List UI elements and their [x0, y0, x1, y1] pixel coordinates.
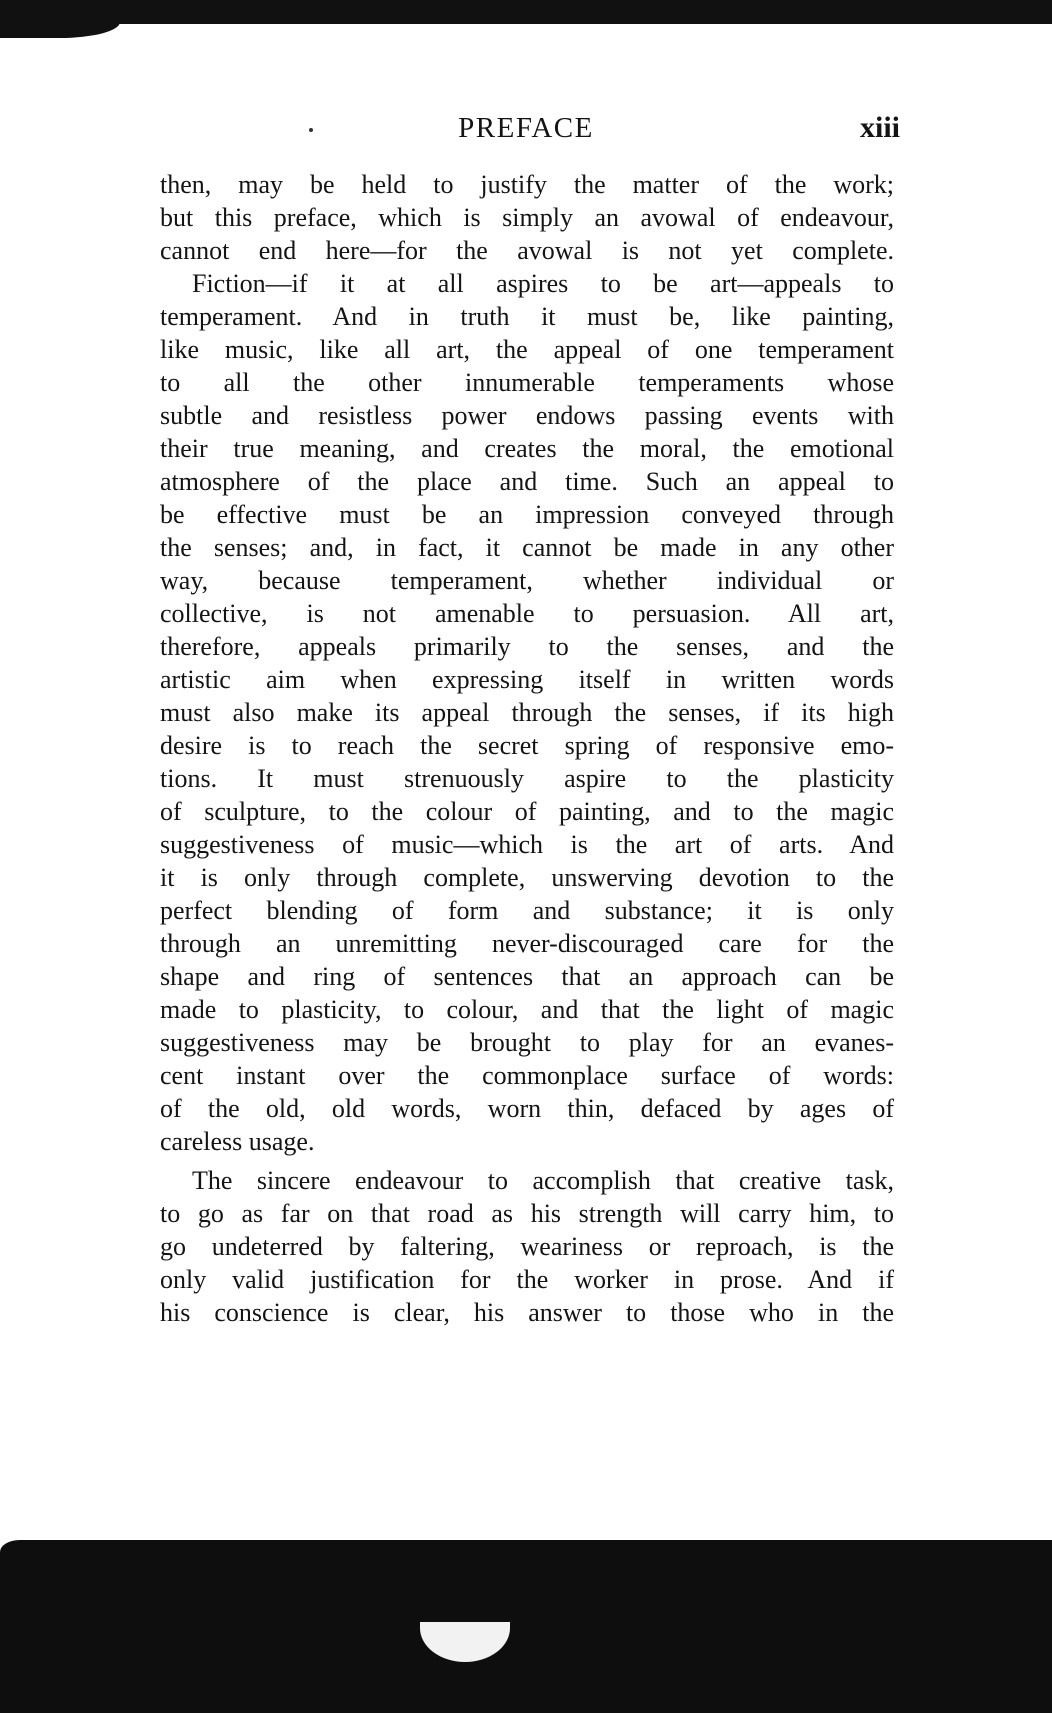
text-line: through an unremitting never-discouraged care for the	[160, 929, 894, 958]
text-line: to all the other innumerable temperaments whose	[160, 368, 894, 397]
text-line: to go as far on that road as his strength will carry him, to	[160, 1199, 894, 1228]
top-shadow-band	[0, 0, 1052, 24]
text-line: tions. It must strenuously aspire to the plasticity	[160, 764, 894, 793]
text-line: then, may be held to justify the matter of the work;	[160, 170, 894, 199]
text-line: way, because temperament, whether individual or	[160, 566, 894, 595]
text-line: be effective must be an impression conveyed through	[160, 500, 894, 529]
text-line: The sincere endeavour to accomplish that creative task,	[192, 1166, 894, 1195]
text-line: Fiction—if it at all aspires to be art—appeals to	[192, 269, 894, 298]
text-line: go undeterred by faltering, weariness or reproach, is the	[160, 1232, 894, 1261]
text-line: subtle and resistless power endows passing events with	[160, 401, 894, 430]
text-line: the senses; and, in fact, it cannot be made in any other	[160, 533, 894, 562]
page-bottom-scan-shadow	[0, 1528, 1052, 1713]
page-header	[0, 110, 1052, 150]
text-line: suggestiveness of music—which is the art of arts. And	[160, 830, 894, 859]
text-line: of sculpture, to the colour of painting, and to the magic	[160, 797, 894, 826]
text-line: but this preface, which is simply an avowal of endeavour,	[160, 203, 894, 232]
text-line: cannot end here—for the avowal is not yet complete.	[160, 236, 894, 265]
text-line: cent instant over the commonplace surface of words:	[160, 1061, 894, 1090]
text-line: desire is to reach the secret spring of responsive emo-	[160, 731, 894, 760]
text-line: artistic aim when expressing itself in written words	[160, 665, 894, 694]
bottom-shadow-band	[0, 1540, 1052, 1713]
text-line: made to plasticity, to colour, and that the light of magic	[160, 995, 894, 1024]
text-line: his conscience is clear, his answer to those who in the	[160, 1298, 894, 1327]
text-line: their true meaning, and creates the moral, the emotional	[160, 434, 894, 463]
body-text	[160, 168, 894, 1329]
text-line: it is only through complete, unswerving devotion to the	[160, 863, 894, 892]
text-line: must also make its appeal through the senses, if its high	[160, 698, 894, 727]
page-top-scan-shadow	[0, 0, 1052, 40]
text-line: careless usage.	[160, 1127, 315, 1156]
text-line: of the old, old words, worn thin, defaced by ages of	[160, 1094, 894, 1123]
text-line: like music, like all art, the appeal of one temperament	[160, 335, 894, 364]
text-line: collective, is not amenable to persuasion. All art,	[160, 599, 894, 628]
text-line: atmosphere of the place and time. Such an appeal to	[160, 467, 894, 496]
text-line: shape and ring of sentences that an approach can be	[160, 962, 894, 991]
text-line: perfect blending of form and substance; it is only	[160, 896, 894, 925]
running-head: PREFACE	[458, 112, 594, 144]
text-line: temperament. And in truth it must be, like painting,	[160, 302, 894, 331]
page-number: xiii	[859, 111, 900, 144]
text-line: therefore, appeals primarily to the senses, and the	[160, 632, 894, 661]
text-line: only valid justification for the worker in prose. And if	[160, 1265, 894, 1294]
text-line: suggestiveness may be brought to play for an evanes-	[160, 1028, 894, 1057]
top-shadow-tail	[0, 18, 120, 38]
